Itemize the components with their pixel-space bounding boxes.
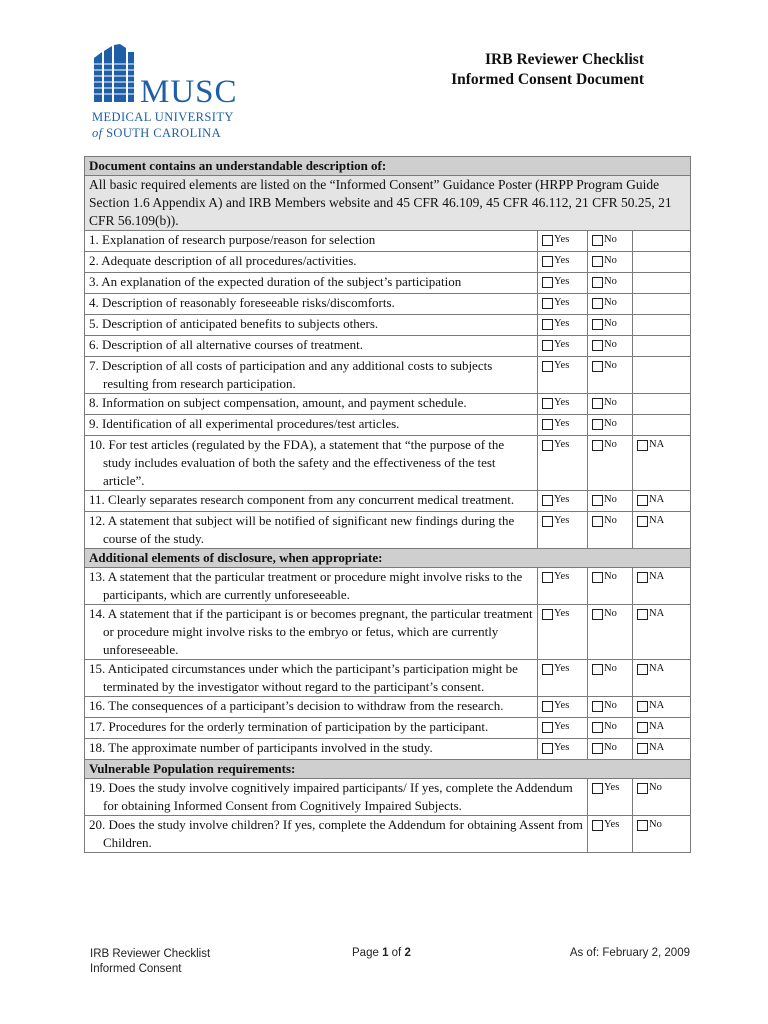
no-cell: [588, 357, 633, 394]
footer-page-number: Page 1 of 2: [352, 947, 411, 959]
no-checkbox[interactable]: [592, 516, 603, 527]
no-label: No: [604, 663, 617, 674]
item-text: 9. Identification of all experimental procedures/test articles.: [85, 415, 538, 436]
yes-label: Yes: [554, 360, 570, 371]
empty-cell: [633, 231, 691, 252]
no-cell: [588, 718, 633, 739]
no-cell: [588, 491, 633, 512]
no-checkbox[interactable]: [637, 820, 648, 831]
yes-cell: [538, 231, 588, 252]
na-label: NA: [649, 663, 665, 674]
yes-checkbox[interactable]: [542, 701, 553, 712]
item-text: 3. An explanation of the expected duration of the subject’s participation: [85, 273, 538, 294]
no-checkbox[interactable]: [592, 277, 603, 288]
yes-cell: [538, 739, 588, 760]
logo-line-1: MEDICAL UNIVERSITY: [92, 110, 234, 124]
yes-cell: [538, 568, 588, 605]
yes-cell: [538, 491, 588, 512]
checklist-item: [85, 718, 691, 739]
title-line-1: IRB Reviewer Checklist: [485, 51, 644, 68]
yes-cell: [538, 315, 588, 336]
no-checkbox[interactable]: [592, 572, 603, 583]
checklist-item: [85, 436, 691, 491]
checklist-item: [85, 357, 691, 394]
yes-label: Yes: [554, 255, 570, 266]
na-checkbox[interactable]: [637, 701, 648, 712]
yes-cell: [538, 415, 588, 436]
yes-cell: [538, 357, 588, 394]
item-text: 6. Description of all alternative courses of treatment.: [85, 336, 538, 357]
yes-checkbox[interactable]: [592, 820, 603, 831]
yes-label: Yes: [554, 339, 570, 350]
empty-cell: [633, 252, 691, 273]
na-label: NA: [649, 721, 665, 732]
section-header-additional-text: Additional elements of disclosure, when appropriate:: [85, 549, 691, 568]
no-label: No: [604, 276, 617, 287]
no-cell: [588, 231, 633, 252]
na-checkbox[interactable]: [637, 516, 648, 527]
yes-label: Yes: [604, 819, 620, 830]
no-checkbox[interactable]: [592, 340, 603, 351]
no-cell: [588, 660, 633, 697]
checklist-item: [85, 512, 691, 549]
yes-cell: [538, 660, 588, 697]
no-cell: [588, 252, 633, 273]
item-text: 18. The approximate number of participants involved in the study.: [85, 739, 538, 760]
no-checkbox[interactable]: [592, 419, 603, 430]
checklist-item: [85, 568, 691, 605]
yes-cell: [538, 294, 588, 315]
yes-checkbox[interactable]: [542, 398, 553, 409]
empty-cell: [633, 294, 691, 315]
checklist-table: [84, 156, 691, 853]
na-checkbox[interactable]: [637, 743, 648, 754]
na-checkbox[interactable]: [637, 664, 648, 675]
na-label: NA: [649, 571, 665, 582]
yes-cell: [588, 816, 633, 853]
na-checkbox[interactable]: [637, 572, 648, 583]
musc-logo: [90, 44, 250, 144]
footer-date: As of: February 2, 2009: [569, 947, 690, 959]
yes-cell: [588, 779, 633, 816]
yes-checkbox[interactable]: [542, 277, 553, 288]
checklist-item: [85, 294, 691, 315]
empty-cell: [633, 394, 691, 415]
no-label: No: [604, 418, 617, 429]
document-title: [451, 50, 644, 90]
yes-label: Yes: [554, 721, 570, 732]
item-text: 7. Description of all costs of participation and any additional costs to subjects resulting from research participation.: [85, 357, 538, 394]
item-text: 15. Anticipated circumstances under which the participant’s participation might be terminated by the investigator without regard to the participant’s consent.: [85, 660, 538, 697]
checklist-item: [85, 660, 691, 697]
na-label: NA: [649, 700, 665, 711]
no-label: No: [604, 700, 617, 711]
checklist-item: [85, 816, 691, 853]
yes-cell: [538, 336, 588, 357]
na-label: NA: [649, 742, 665, 753]
yes-label: Yes: [554, 494, 570, 505]
yes-checkbox[interactable]: [542, 419, 553, 430]
yes-cell: [538, 697, 588, 718]
checklist-item: [85, 605, 691, 660]
no-label: No: [604, 318, 617, 329]
no-cell: [588, 336, 633, 357]
item-text: 12. A statement that subject will be notified of significant new findings during the course of the study.: [85, 512, 538, 549]
checklist-item: [85, 739, 691, 760]
no-checkbox[interactable]: [592, 495, 603, 506]
no-checkbox[interactable]: [592, 319, 603, 330]
na-label: NA: [649, 439, 665, 450]
no-cell: [588, 512, 633, 549]
no-label: No: [649, 782, 662, 793]
yes-label: Yes: [554, 397, 570, 408]
na-cell: [633, 660, 691, 697]
no-cell: [588, 294, 633, 315]
empty-cell: [633, 336, 691, 357]
yes-label: Yes: [554, 276, 570, 287]
yes-checkbox[interactable]: [542, 361, 553, 372]
item-text: 13. A statement that the particular treatment or procedure might involve risks to the participants, which are currently unforeseeable.: [85, 568, 538, 605]
yes-label: Yes: [554, 297, 570, 308]
title-line-2: Informed Consent Document: [451, 71, 644, 88]
no-cell: [588, 436, 633, 491]
no-cell: [588, 697, 633, 718]
no-label: No: [604, 494, 617, 505]
item-text: 2. Adequate description of all procedures/activities.: [85, 252, 538, 273]
no-checkbox[interactable]: [592, 440, 603, 451]
yes-cell: [538, 605, 588, 660]
na-cell: [633, 568, 691, 605]
no-cell: [633, 816, 691, 853]
yes-label: Yes: [554, 439, 570, 450]
no-checkbox[interactable]: [592, 398, 603, 409]
no-label: No: [604, 234, 617, 245]
item-text: 5. Description of anticipated benefits to subjects others.: [85, 315, 538, 336]
item-text: 10. For test articles (regulated by the FDA), a statement that “the purpose of the study includes evaluation of both the safety and the effectiveness of the test article”.: [85, 436, 538, 491]
yes-checkbox[interactable]: [542, 495, 553, 506]
section-header-vulnerable: [85, 760, 691, 779]
yes-cell: [538, 512, 588, 549]
na-cell: [633, 697, 691, 718]
na-checkbox[interactable]: [637, 495, 648, 506]
item-text: 11. Clearly separates research component from any concurrent medical treatment.: [85, 491, 538, 512]
no-label: No: [649, 819, 662, 830]
yes-label: Yes: [554, 608, 570, 619]
yes-checkbox[interactable]: [542, 743, 553, 754]
logo-line-2: of SOUTH CAROLINA: [92, 126, 222, 140]
yes-checkbox[interactable]: [542, 722, 553, 733]
yes-label: Yes: [554, 663, 570, 674]
checklist-item: [85, 394, 691, 415]
yes-label: Yes: [554, 742, 570, 753]
yes-checkbox[interactable]: [542, 664, 553, 675]
checklist-item: [85, 779, 691, 816]
yes-label: Yes: [554, 571, 570, 582]
no-cell: [588, 605, 633, 660]
yes-cell: [538, 252, 588, 273]
empty-cell: [633, 315, 691, 336]
no-label: No: [604, 742, 617, 753]
na-cell: [633, 436, 691, 491]
checklist-item: [85, 336, 691, 357]
checklist-item: [85, 273, 691, 294]
empty-cell: [633, 273, 691, 294]
no-label: No: [604, 297, 617, 308]
item-text: 1. Explanation of research purpose/reason for selection: [85, 231, 538, 252]
no-label: No: [604, 360, 617, 371]
na-cell: [633, 605, 691, 660]
na-checkbox[interactable]: [637, 440, 648, 451]
na-label: NA: [649, 494, 665, 505]
no-checkbox[interactable]: [592, 743, 603, 754]
no-cell: [588, 315, 633, 336]
no-cell: [588, 739, 633, 760]
yes-label: Yes: [604, 782, 620, 793]
no-cell: [588, 394, 633, 415]
yes-checkbox[interactable]: [592, 783, 603, 794]
no-label: No: [604, 339, 617, 350]
no-cell: [588, 415, 633, 436]
item-text: 4. Description of reasonably foreseeable risks/discomforts.: [85, 294, 538, 315]
yes-cell: [538, 718, 588, 739]
no-cell: [633, 779, 691, 816]
item-text: 19. Does the study involve cognitively impaired participants/ If yes, complete the Addendum for obtaining Informed Consent from Cognitively Impaired Subjects.: [85, 779, 588, 816]
item-text: 17. Procedures for the orderly termination of participation by the participant.: [85, 718, 538, 739]
yes-checkbox[interactable]: [542, 516, 553, 527]
no-checkbox[interactable]: [592, 722, 603, 733]
yes-checkbox[interactable]: [542, 319, 553, 330]
yes-checkbox[interactable]: [542, 235, 553, 246]
checklist-item: [85, 252, 691, 273]
na-checkbox[interactable]: [637, 609, 648, 620]
yes-label: Yes: [554, 700, 570, 711]
no-checkbox[interactable]: [592, 609, 603, 620]
no-label: No: [604, 439, 617, 450]
item-text: 8. Information on subject compensation, amount, and payment schedule.: [85, 394, 538, 415]
no-checkbox[interactable]: [592, 361, 603, 372]
checklist-item: [85, 491, 691, 512]
page-footer: [90, 947, 690, 987]
footer-doc-name: IRB Reviewer Checklist Informed Consent: [90, 948, 211, 975]
checklist-item: [85, 415, 691, 436]
no-checkbox[interactable]: [592, 298, 603, 309]
na-cell: [633, 512, 691, 549]
yes-cell: [538, 273, 588, 294]
na-cell: [633, 491, 691, 512]
empty-cell: [633, 357, 691, 394]
section-header-required-text: Document contains an understandable description of:: [85, 157, 691, 176]
no-checkbox[interactable]: [592, 701, 603, 712]
yes-label: Yes: [554, 318, 570, 329]
no-label: No: [604, 571, 617, 582]
na-label: NA: [649, 608, 665, 619]
no-checkbox[interactable]: [592, 664, 603, 675]
section-header-additional: [85, 549, 691, 568]
logo-wordmark: MUSC: [140, 74, 238, 110]
requirements-note: [85, 176, 691, 231]
yes-label: Yes: [554, 418, 570, 429]
yes-checkbox[interactable]: [542, 609, 553, 620]
no-cell: [588, 273, 633, 294]
na-checkbox[interactable]: [637, 722, 648, 733]
yes-checkbox[interactable]: [542, 440, 553, 451]
no-label: No: [604, 255, 617, 266]
no-label: No: [604, 515, 617, 526]
item-text: 16. The consequences of a participant’s decision to withdraw from the research.: [85, 697, 538, 718]
na-cell: [633, 718, 691, 739]
section-header-vulnerable-text: Vulnerable Population requirements:: [85, 760, 691, 779]
requirements-note-text: All basic required elements are listed on the “Informed Consent” Guidance Poster (HRPP Program Guide Section 1.6 Appendix A) and IRB Members website and 45 CFR 46.109, 45 CFR 46.112, 21 CFR 50.25, 21 CFR 56.109(b)).: [85, 176, 691, 231]
yes-checkbox[interactable]: [542, 256, 553, 267]
yes-checkbox[interactable]: [542, 340, 553, 351]
no-cell: [588, 568, 633, 605]
section-header-required: [85, 157, 691, 176]
no-checkbox[interactable]: [592, 235, 603, 246]
yes-label: Yes: [554, 234, 570, 245]
no-label: No: [604, 721, 617, 732]
building-logo-icon: [90, 44, 136, 106]
checklist-item: [85, 231, 691, 252]
na-label: NA: [649, 515, 665, 526]
yes-cell: [538, 436, 588, 491]
empty-cell: [633, 415, 691, 436]
no-checkbox[interactable]: [592, 256, 603, 267]
no-label: No: [604, 397, 617, 408]
item-text: 14. A statement that if the participant is or becomes pregnant, the particular treatment or procedure might involve risks to the embryo or fetus, which are currently unforeseeable.: [85, 605, 538, 660]
checklist-item: [85, 697, 691, 718]
no-checkbox[interactable]: [637, 783, 648, 794]
checklist-item: [85, 315, 691, 336]
yes-cell: [538, 394, 588, 415]
yes-label: Yes: [554, 515, 570, 526]
yes-checkbox[interactable]: [542, 298, 553, 309]
item-text: 20. Does the study involve children? If yes, complete the Addendum for obtaining Assent from Children.: [85, 816, 588, 853]
na-cell: [633, 739, 691, 760]
yes-checkbox[interactable]: [542, 572, 553, 583]
no-label: No: [604, 608, 617, 619]
